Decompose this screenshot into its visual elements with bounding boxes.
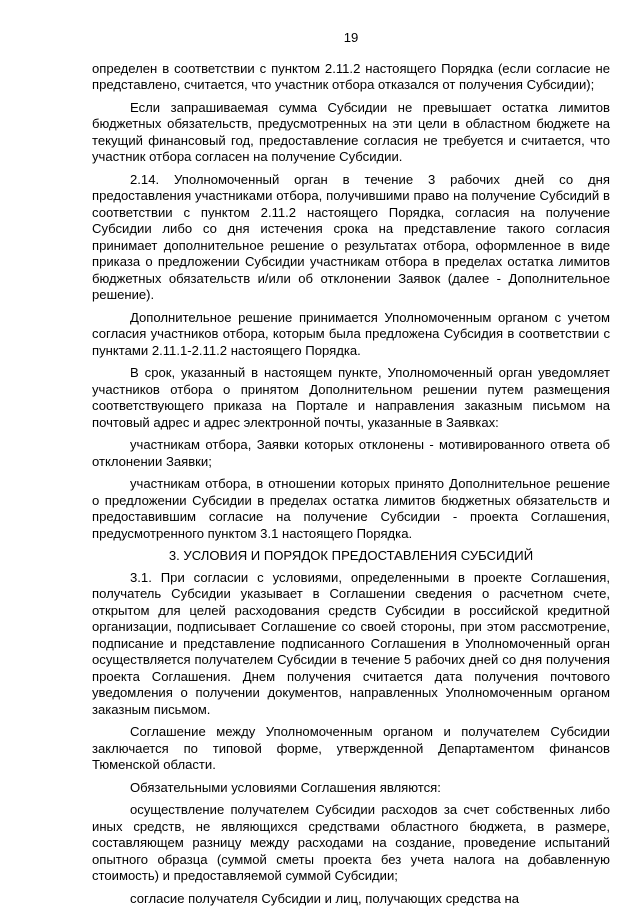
paragraph: Дополнительное решение принимается Уполномоченным органом с учетом согласия участников отбора, которым была предложена Субсидия в соответствии с пунктами 2.11.1-2.11.2 настоящего Порядка. — [92, 310, 610, 360]
list-item: участникам отбора, в отношении которых принято Дополнительное решение о предложении Субсидии в пределах остатка лимитов бюджетных обязательств и предоставившим согласие на получение Субсидии - проекта Соглашения, предусмотренного пунктом 3.1 настоящего Порядка. — [92, 476, 610, 542]
paragraph: Соглашение между Уполномоченным органом и получателем Субсидии заключается по типовой форме, утвержденной Департаментом финансов Тюменской области. — [92, 724, 610, 774]
paragraph: В срок, указанный в настоящем пункте, Уполномоченный орган уведомляет участников отбора о принятом Дополнительном решении путем размещения соответствующего приказа на Портале и направления заказным письмом на почтовый адрес и адрес электронной почты, указанные в Заявках: — [92, 365, 610, 431]
paragraph-continuation: определен в соответствии с пунктом 2.11.2 настоящего Порядка (если согласие не представлено, считается, что участник отбора отказался от получения Субсидии); — [92, 61, 610, 94]
list-item: осуществление получателем Субсидии расходов за счет собственных либо иных средств, не являющихся средствами областного бюджета, в размере, составляющем разницу между расходами на создание, проведение испытаний опытного образца (суммой сметы проекта без учета налога на добавленную стоимость) и предоставляемой суммой Субсидии; — [92, 802, 610, 885]
paragraph-clause-3-1: 3.1. При согласии с условиями, определенными в проекте Соглашения, получатель Субсидии указывает в Соглашении сведения о расчетном счете, открытом для целей расходования средств Субсидии в российской кредитной организации, подписывает Соглашение со своей стороны, при этом рассмотрение, подписание и представление подписанного Соглашения в Уполномоченный орган осуществляется получателем Субсидии в течение 5 рабочих дней со дня получения проекта Соглашения. Днем получения считается дата получения почтового уведомления о получении документов, направленных Уполномоченным органом заказным письмом. — [92, 570, 610, 719]
paragraph: Обязательными условиями Соглашения являются: — [92, 780, 610, 797]
section-heading: 3. УСЛОВИЯ И ПОРЯДОК ПРЕДОСТАВЛЕНИЯ СУБСИДИЙ — [92, 548, 610, 565]
paragraph: Если запрашиваемая сумма Субсидии не превышает остатка лимитов бюджетных обязательств, предусмотренных на эти цели в областном бюджете на текущий финансовый год, предоставление согласия не требуется и считается, что участник отбора согласен на получение Субсидии. — [92, 100, 610, 166]
paragraph-clause-2-14: 2.14. Уполномоченный орган в течение 3 рабочих дней со дня предоставления участниками отбора, получившими право на получение Субсидий в соответствии с пунктом 2.11.2 настоящего Порядка, согласия на получение Субсидии либо со дня истечения срока на представление такого согласия принимает дополнительное решение о результатах отбора, оформленное в виде приказа о предложении Субсидии участникам отбора в пределах остатка лимитов бюджетных обязательств и/или об отклонении Заявок (далее - Дополнительное решение). — [92, 172, 610, 304]
list-item: согласие получателя Субсидии и лиц, получающих средства на — [92, 891, 610, 907]
page-number: 19 — [92, 30, 610, 47]
list-item: участникам отбора, Заявки которых отклонены - мотивированного ответа об отклонении Заявки; — [92, 437, 610, 470]
